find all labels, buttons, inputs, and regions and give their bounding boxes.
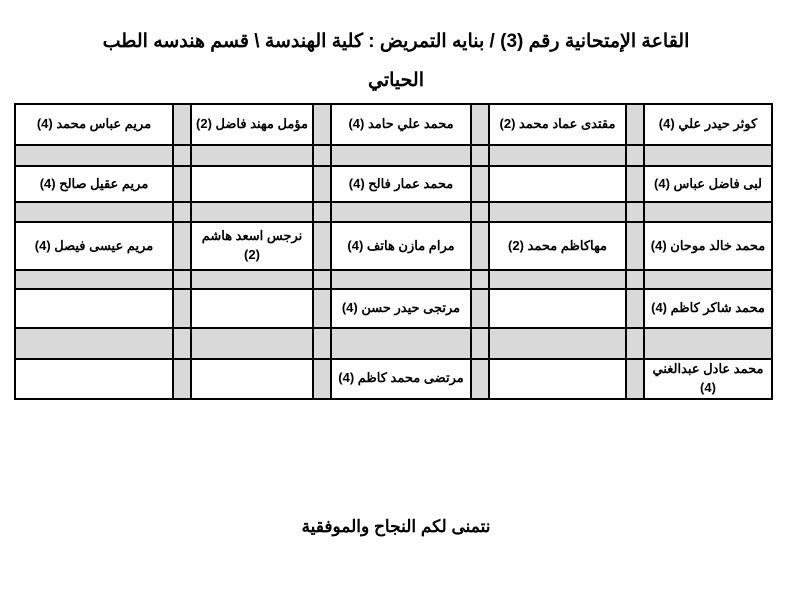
aisle-intersection-cell (173, 328, 191, 359)
aisle-column-cell (471, 104, 489, 145)
aisle-column-cell (173, 289, 191, 328)
aisle-intersection-cell (471, 270, 489, 289)
aisle-column-cell (313, 166, 331, 202)
seat-cell: لبى فاضل عباس (4) (644, 166, 772, 202)
aisle-row-cell (191, 202, 313, 222)
aisle-column-cell (471, 222, 489, 270)
aisle-row (15, 202, 772, 222)
aisle-row-cell (489, 270, 626, 289)
aisle-intersection-cell (626, 328, 644, 359)
aisle-row (15, 328, 772, 359)
seat-cell: محمد عادل عبدالغني (4) (644, 359, 772, 399)
aisle-column-cell (626, 222, 644, 270)
seat-cell: كوثر حيدر علي (4) (644, 104, 772, 145)
aisle-column-cell (313, 359, 331, 399)
seat-row (15, 359, 772, 399)
aisle-row-cell (331, 145, 471, 166)
aisle-column-cell (626, 166, 644, 202)
seating-table (14, 103, 773, 400)
aisle-column-cell (313, 222, 331, 270)
aisle-intersection-cell (313, 202, 331, 222)
seat-cell: مرام مازن هاتف (4) (331, 222, 471, 270)
seat-cell: مريم عقيل صالح (4) (15, 166, 173, 202)
empty-seat-cell (191, 359, 313, 399)
aisle-column-cell (173, 359, 191, 399)
seat-row (15, 104, 772, 145)
seat-row (15, 222, 772, 270)
aisle-intersection-cell (173, 202, 191, 222)
empty-seat-cell (15, 289, 173, 328)
aisle-row-cell (644, 202, 772, 222)
aisle-row-cell (489, 145, 626, 166)
aisle-column-cell (313, 289, 331, 328)
aisle-row-cell (191, 270, 313, 289)
seat-cell: مرتضى محمد كاظم (4) (331, 359, 471, 399)
seat-cell: محمد عمار فالح (4) (331, 166, 471, 202)
seat-cell: مؤمل مهند فاضل (2) (191, 104, 313, 145)
aisle-row-cell (191, 145, 313, 166)
footer-wish-text: نتمنى لكم النجاح والموفقية (301, 517, 491, 536)
aisle-intersection-cell (313, 145, 331, 166)
aisle-row-cell (331, 328, 471, 359)
aisle-row-cell (644, 270, 772, 289)
aisle-column-cell (471, 359, 489, 399)
aisle-row-cell (191, 328, 313, 359)
aisle-row-cell (644, 328, 772, 359)
aisle-row-cell (15, 202, 173, 222)
seat-cell: محمد علي حامد (4) (331, 104, 471, 145)
aisle-intersection-cell (173, 145, 191, 166)
aisle-column-cell (626, 289, 644, 328)
empty-seat-cell (191, 289, 313, 328)
seat-cell: محمد خالد موحان (4) (644, 222, 772, 270)
empty-seat-cell (489, 289, 626, 328)
empty-seat-cell (489, 166, 626, 202)
aisle-column-cell (173, 104, 191, 145)
title-line-2: الحياتي (368, 70, 424, 91)
aisle-row-cell (15, 270, 173, 289)
aisle-column-cell (471, 289, 489, 328)
empty-seat-cell (191, 166, 313, 202)
aisle-intersection-cell (313, 328, 331, 359)
aisle-column-cell (313, 104, 331, 145)
empty-seat-cell (15, 359, 173, 399)
seat-row (15, 289, 772, 328)
aisle-intersection-cell (626, 202, 644, 222)
aisle-column-cell (626, 104, 644, 145)
aisle-row-cell (15, 328, 173, 359)
aisle-intersection-cell (471, 328, 489, 359)
aisle-row-cell (15, 145, 173, 166)
seat-row (15, 166, 772, 202)
aisle-row (15, 270, 772, 289)
aisle-row-cell (644, 145, 772, 166)
aisle-intersection-cell (471, 202, 489, 222)
document-title (0, 22, 792, 100)
seat-cell: مهاكاظم محمد (2) (489, 222, 626, 270)
seat-cell: نرجس اسعد هاشم (2) (191, 222, 313, 270)
aisle-row-cell (331, 202, 471, 222)
aisle-column-cell (173, 166, 191, 202)
aisle-row (15, 145, 772, 166)
seat-cell: مرتجى حيدر حسن (4) (331, 289, 471, 328)
aisle-row-cell (331, 270, 471, 289)
aisle-intersection-cell (173, 270, 191, 289)
aisle-row-cell (489, 328, 626, 359)
aisle-column-cell (626, 359, 644, 399)
aisle-intersection-cell (471, 145, 489, 166)
aisle-intersection-cell (626, 145, 644, 166)
aisle-column-cell (471, 166, 489, 202)
seat-cell: مريم عيسى فيصل (4) (15, 222, 173, 270)
seat-cell: مريم عباس محمد (4) (15, 104, 173, 145)
title-line-1: القاعة الإمتحانية رقم (3) / بنايه التمريض : كلية الهندسة \ قسم هندسه الطب (102, 31, 690, 52)
aisle-intersection-cell (626, 270, 644, 289)
aisle-intersection-cell (313, 270, 331, 289)
seat-cell: مقتدى عماد محمد (2) (489, 104, 626, 145)
empty-seat-cell (489, 359, 626, 399)
aisle-column-cell (173, 222, 191, 270)
aisle-row-cell (489, 202, 626, 222)
seat-cell: محمد شاكر كاظم (4) (644, 289, 772, 328)
